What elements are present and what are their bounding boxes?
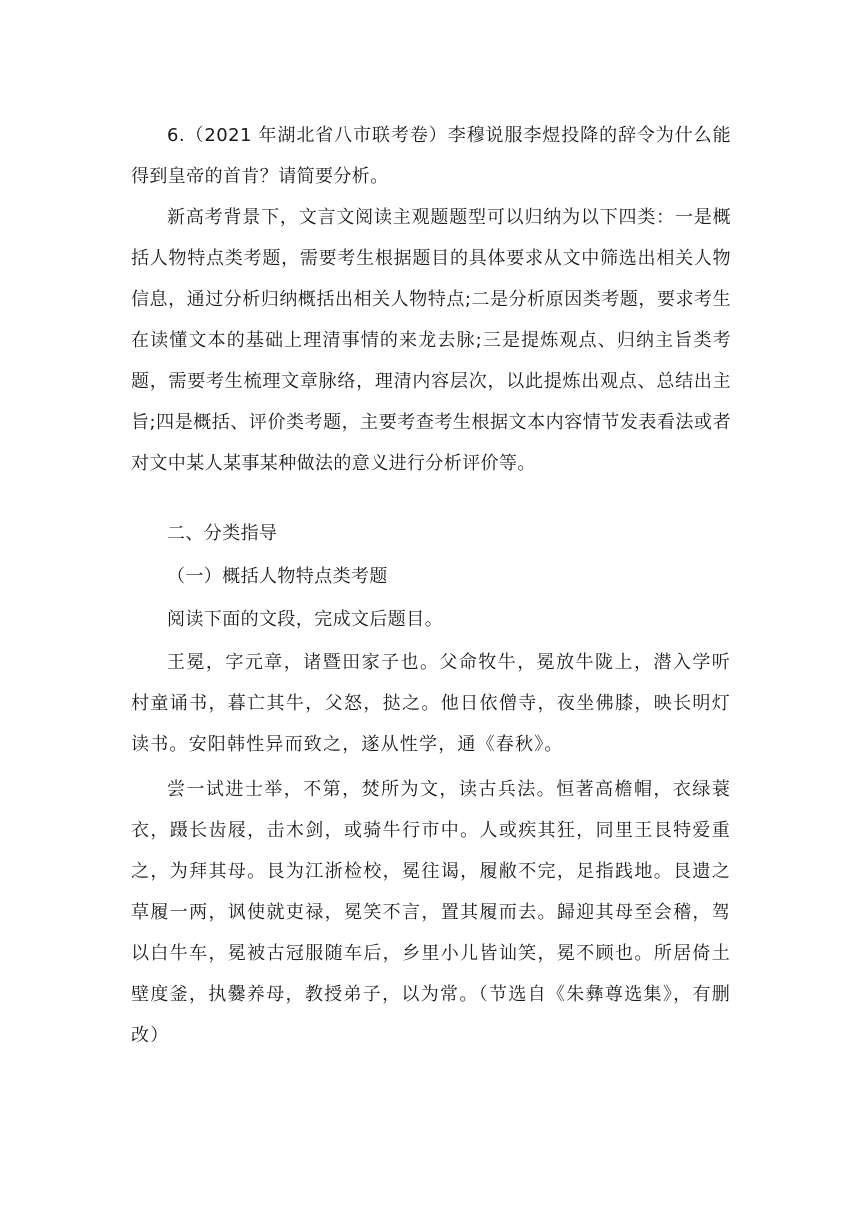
classical-text-paragraph-2: 尝一试进士举，不第，焚所为文，读古兵法。恒著高檐帽，衣绿蓑衣，蹑长齿屐，击木剑，或骑牛行市中。人或疾其狂，同里王艮特爱重之，为拜其母。艮为江浙检校，冕往谒，履敝不完，足指践地。艮遗之草履一两，讽使就吏禄，冕笑不言，置其履而去。歸迎其母至会稽，驾以白牛车，冕被古冠服随车后，乡里小儿皆讪笑，冕不顾也。所居倚土壁度釜，执爨养母，教授弟子，以为常。（节选自《朱彝尊选集》，有删改） <box>131 779 731 1046</box>
reading-instruction: 阅读下面的文段，完成文后题目。 <box>167 609 443 630</box>
question-6-paragraph: 6.（2021 年湖北省八市联考卷）李穆说服李煜投降的辞令为什么能得到皇帝的首肯？请简要分析。 <box>131 125 731 187</box>
classical-text-paragraph-1: 王冕，字元章，诸暨田家子也。父命牧牛，冕放牛陇上，潜入学听村童诵书，暮亡其牛，父怒，挞之。他日依僧寺，夜坐佛膝，映长明灯读书。安阳韩性异而致之，遂从性学，通《春秋》。 <box>131 652 731 755</box>
background-paragraph: 新高考背景下，文言文阅读主观题题型可以归纳为以下四类：一是概括人物特点类考题，需要考生根据题目的具体要求从文中筛选出相关人物信息，通过分析归纳概括出相关人物特点;二是分析原因类考题，要求考生在读懂文本的基础上理清事情的来龙去脉;三是提炼观点、归纳主旨类考题，需要考生梳理文章脉络，理清内容层次，以此提炼出观点、总结出主旨;四是概括、评价类考题，主要考查考生根据文本内容情节发表看法或者对文中某人某事某种做法的意义进行分析评价等。 <box>131 207 731 474</box>
subsection-heading: （一）概括人物特点类考题 <box>167 566 388 587</box>
section-heading: 二、分类指导 <box>167 523 278 544</box>
